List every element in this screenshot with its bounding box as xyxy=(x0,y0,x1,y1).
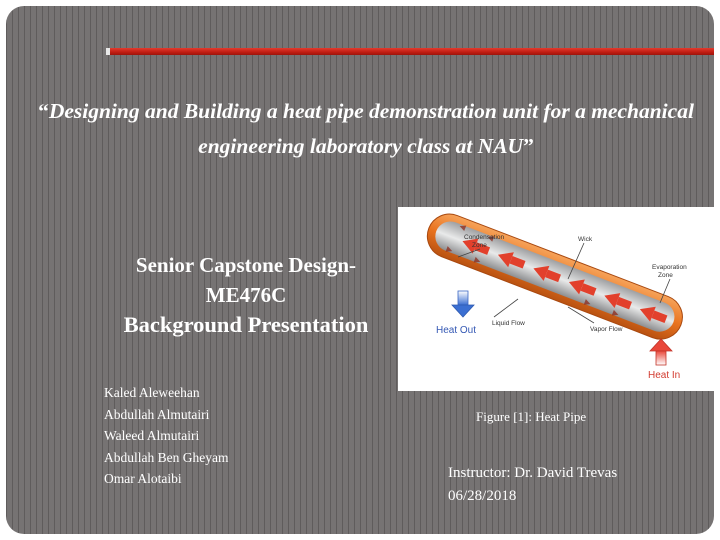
title-close-quote: ” xyxy=(523,134,534,158)
heat-pipe-diagram xyxy=(398,207,714,391)
vapor-flow-label: Vapor Flow xyxy=(590,326,623,333)
condensation-label-1: Condensation xyxy=(464,234,505,241)
instructor-name: Instructor: Dr. David Trevas xyxy=(448,465,618,481)
presentation-date: 06/28/2018 xyxy=(448,488,517,504)
author-list xyxy=(104,382,228,490)
title-text: Designing and Building a heat pipe demonstration unit for a mechanical engineering laboratory class at NAU xyxy=(48,99,694,158)
subtitle-line-3: Background Presentation xyxy=(123,312,369,337)
author-name: Abdullah Ben Gheyam xyxy=(104,449,229,465)
slide-title xyxy=(36,94,696,164)
slide xyxy=(6,6,714,534)
evaporation-label-2: Zone xyxy=(658,272,673,279)
evaporation-label-1: Evaporation xyxy=(652,264,687,271)
liquid-flow-label: Liquid Flow xyxy=(492,320,525,327)
condensation-label-2: Zone xyxy=(472,242,487,249)
heat-in-arrow xyxy=(650,339,672,365)
subtitle-block xyxy=(76,250,416,340)
heat-out-arrow xyxy=(452,291,474,317)
heat-out-label: Heat Out xyxy=(436,325,477,336)
accent-bar xyxy=(110,48,714,55)
author-name: Kaled Aleweehan xyxy=(104,385,200,400)
heat-pipe-figure xyxy=(398,207,714,391)
title-open-quote: “ xyxy=(38,99,49,123)
author-name: Omar Alotaibi xyxy=(104,471,182,486)
instructor-block xyxy=(448,462,617,508)
heat-in-label: Heat In xyxy=(648,370,681,381)
wick-label: Wick xyxy=(578,236,593,243)
subtitle-line-2: ME476C xyxy=(205,283,287,307)
subtitle-line-1: Senior Capstone Design- xyxy=(135,253,357,277)
author-name: Abdullah Almutairi xyxy=(104,406,210,422)
figure-caption: Figure [1]: Heat Pipe xyxy=(476,409,587,424)
author-name: Waleed Almutairi xyxy=(104,428,200,443)
